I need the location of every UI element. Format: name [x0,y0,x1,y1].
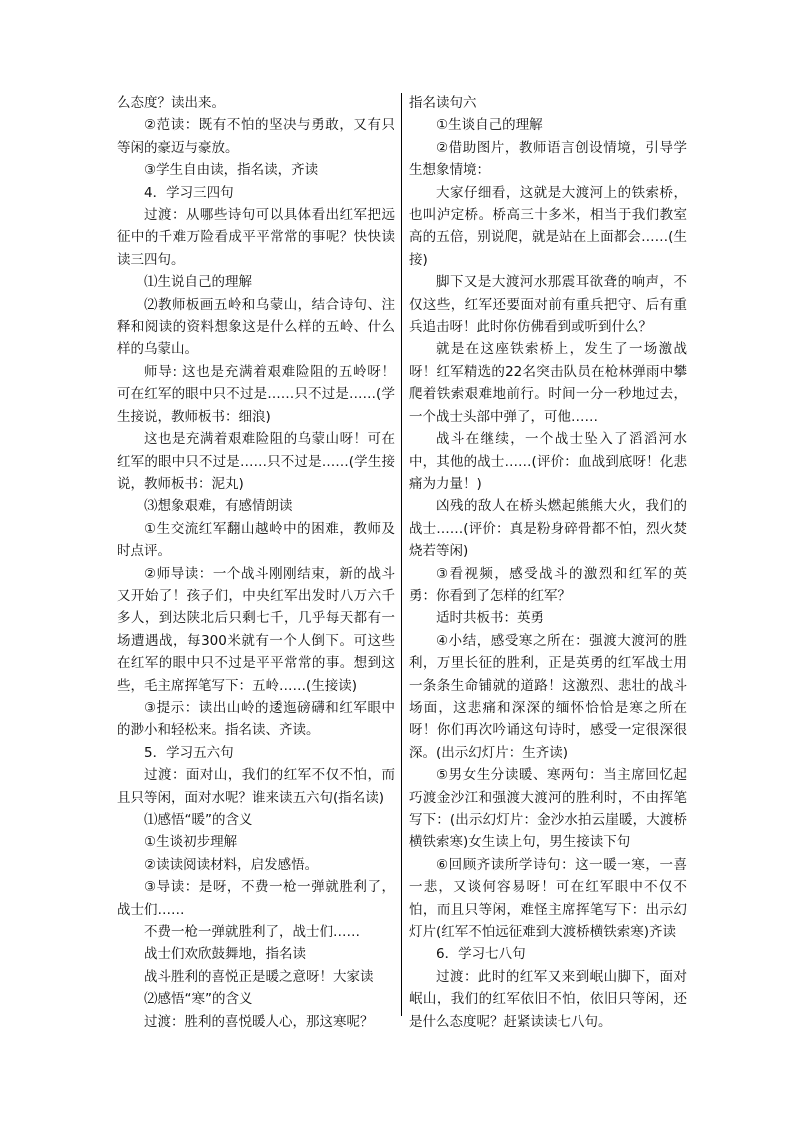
paragraph: ②师导读：一个战斗刚刚结束，新的战斗又开始了！孩子们，中央红军出发时八万六千多人，到达陕北后只剩七千，几乎每天都有一场遭遇战，每300米就有一个人倒下。可这些在红军的眼中只不过是平平常常的事。想到这些，毛主席挥笔写下：五岭……(生接读) [117,565,395,694]
paragraph: 不费一枪一弹就胜利了，战士们…… [144,924,360,941]
column-divider [401,93,402,1016]
paragraph: ⑵感悟“寒”的含义 [144,991,253,1008]
paragraph: 适时共板书：英勇 [436,610,544,627]
paragraph: 师导: 这也是充满着艰难险阻的五岭呀！可在红军的眼中只不过是……只不过是……(学生接说，教师板书：细浪) [117,363,395,425]
paragraph: 脚下又是大渡河水那震耳欲聋的响声，不仅这些，红军还要面对前有重兵把守、后有重兵追击呀！此时你仿佛看到或听到什么？ [409,274,687,336]
paragraph: ③看视频，感受战斗的激烈和红军的英勇：你看到了怎样的红军？ [409,565,687,604]
paragraph: ⑶想象艰难，有感情朗读 [144,498,293,515]
paragraph: ②借助图片，教师语言创设情境，引导学生想象情境： [409,139,687,179]
paragraph: ③学生自由读，指名读，齐读 [144,162,319,179]
paragraph: ③导读：是呀，不费一枪一弹就胜利了，战士们…… [117,879,395,918]
paragraph: ⑴感悟“暖”的含义 [144,812,253,828]
paragraph: 战士们欢欣鼓舞地，指名读 [144,946,306,963]
paragraph: 过渡：从哪些诗句可以具体看出红军把远征中的千难万险看成平平常常的事呢？快快读读三四句。 [117,207,395,268]
paragraph: ①生交流红军翻山越岭中的困难，教师及时点评。 [117,520,395,560]
right-column [409,92,687,1033]
paragraph: ①生谈初步理解 [144,834,238,851]
paragraph: 过渡：此时的红军又来到岷山脚下，面对岷山，我们的红军依旧不怕，依旧只等闲，还是什么态度呢？赶紧读读七八句。 [409,968,687,1030]
paragraph: ⑤男女生分读暖、寒两句：当主席回忆起巧渡金沙江和强渡大渡河的胜利时，不由挥笔写下：(出示幻灯片：金沙水拍云崖暖，大渡桥横铁索寒)女生读上句，男生接读下句 [409,767,687,851]
paragraph: 么态度？读出来。 [117,95,225,111]
paragraph: ①生谈自己的理解 [436,117,543,134]
paragraph: 5．学习五六句 [144,744,234,761]
paragraph: 大家仔细看，这就是大渡河上的铁索桥，也叫泸定桥。桥高三十多米，相当于我们教室高的五倍，别说爬，就是站在上面都会……(生接) [409,184,687,268]
paragraph: ②范读：既有不怕的坚决与勇敢，又有只等闲的豪迈与豪放。 [117,117,395,156]
paragraph: 4．学习三四句 [144,184,234,201]
paragraph: 指名读句六 [409,95,477,111]
paragraph: 战斗胜利的喜悦正是暖之意呀！大家读 [144,968,374,985]
left-column [117,92,395,1033]
paragraph: ⑴生说自己的理解 [144,274,252,291]
paragraph: ④小结，感受寒之所在：强渡大渡河的胜利，万里长征的胜利，正是英勇的红军战士用一条条生命铺就的道路！这激烈、悲壮的战斗场面，这悲痛和深深的缅怀恰恰是寒之所在呀！你们再次吟诵这句诗时，感受一定很深很深。(出示幻灯片：生齐读) [409,632,687,761]
paragraph: ⑵教师板画五岭和乌蒙山，结合诗句、注释和阅读的资料想象这是什么样的五岭、什么样的乌蒙山。 [117,296,395,358]
paragraph: 过渡：面对山，我们的红军不仅不怕，而且只等闲，面对水呢？谁来读五六句(指名读) [117,767,395,806]
paragraph: 战斗在继续，一个战士坠入了滔滔河水中，其他的战士……(评价：血战到底呀！化悲痛为力量！) [409,431,687,492]
paragraph: ③提示：读出山岭的逶迤磅礴和红军眼中的渺小和轻松来。指名读、齐读。 [117,699,395,739]
paragraph: 6．学习七八句 [436,946,526,963]
paragraph: 过渡：胜利的喜悦暖人心，那这寒呢？ [144,1013,374,1030]
paragraph: 凶残的敌人在桥头燃起熊熊大火，我们的战士……(评价：真是粉身碎骨都不怕，烈火焚烧若等闲) [409,498,687,560]
paragraph: ⑥回顾齐读所学诗句：这一暖一寒，一喜一悲，又谈何容易呀！可在红军眼中不仅不怕，而且只等闲，难怪主席挥笔写下：出示幻灯片(红军不怕远征难到大渡桥横铁索寒)齐读 [409,856,687,941]
paragraph: 这也是充满着艰难险阻的乌蒙山呀！可在红军的眼中只不过是……只不过是……(学生接说，教师板书：泥丸) [117,431,395,492]
paragraph: ②读读阅读材料，启发感悟。 [144,856,319,873]
paragraph: 就是在这座铁索桥上，发生了一场激战呀！红军精选的22名突击队员在枪林弹雨中攀爬着铁索艰难地前行。时间一分一秒地过去，一个战士头部中弹了，可他…… [409,341,687,425]
